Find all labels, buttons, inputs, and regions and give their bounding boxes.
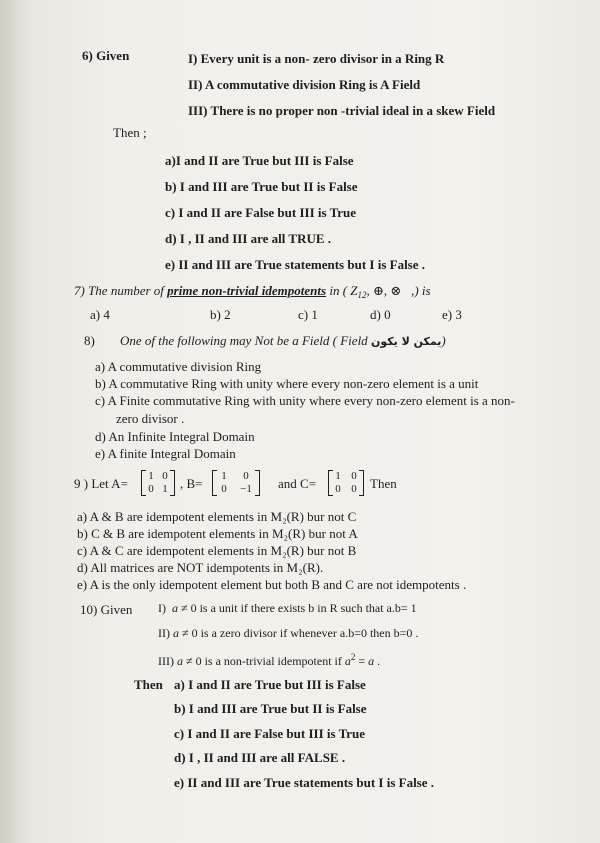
q10-option-b: b) I and III are True but II is False	[174, 701, 367, 716]
q6-label: 6) Given	[82, 48, 130, 63]
q10-then: Then	[134, 677, 163, 692]
q7-mid: in (	[329, 283, 348, 298]
q8-prompt	[120, 333, 446, 349]
matrix-c	[328, 470, 364, 496]
q8-close: )	[441, 333, 446, 348]
q10-s3-exponent: 2	[350, 652, 356, 662]
q7-prefix: 7) The number of	[74, 283, 164, 298]
q10-statement-3	[158, 652, 380, 669]
q8-arabic-note: يمكن لا يكون	[370, 335, 442, 348]
q9-option-a: a) A & B are idempotent elements in M₂(R) bur not C	[77, 509, 357, 524]
q10-option-e: e) II and III are True statements but I is False .	[174, 775, 435, 790]
matrix-b-cell: 0	[243, 470, 249, 482]
matrix-c-cell: 1	[335, 470, 341, 482]
q8-option-e: e) A finite Integral Domain	[95, 446, 236, 461]
q7-ops: , ⊕, ⊗	[366, 283, 402, 298]
q10-option-d: d) I , II and III are all FALSE .	[174, 750, 346, 765]
q10-statement-1	[158, 601, 417, 616]
matrix-b-cell: −1	[240, 483, 252, 495]
q8-option-a: a) A commutative division Ring	[95, 359, 262, 374]
q7-option-c: c) 1	[298, 307, 318, 322]
q10-s2-text: ≠ 0 is a zero divisor if whenever a.b=0 then b=0 .	[179, 626, 419, 640]
matrix-a	[141, 470, 175, 496]
matrix-c-cell: 0	[351, 483, 357, 495]
q8-option-d: d) An Infinite Integral Domain	[95, 429, 255, 444]
q10-s1-text: ≠ 0 is a unit if there exists b in R such that a.b= 1	[178, 601, 417, 615]
q10-s3-var3: a	[368, 654, 375, 668]
q6-statement-1: I) Every unit is a non- zero divisor in a Ring R	[188, 51, 445, 66]
q8-number: 8)	[84, 333, 95, 348]
q10-s2-var: a	[173, 626, 179, 640]
matrix-b-cell: 1	[221, 470, 227, 482]
q7-option-e: e) 3	[442, 307, 462, 322]
matrix-c-cell: 0	[351, 470, 357, 482]
q10-s3-end: .	[374, 654, 381, 668]
q9-b-label: , B=	[180, 476, 203, 491]
q6-option-d: d) I , II and III are all TRUE .	[165, 231, 332, 246]
q8-option-b: b) A commutative Ring with unity where every non-zero element is a unit	[95, 376, 479, 391]
q8-option-c-line1: c) A Finite commutative Ring with unity where every non-zero element is a non-	[95, 393, 515, 408]
q10-s3-var2: a	[344, 654, 351, 668]
q7-underlined-term: prime non-trivial idempotents	[167, 283, 327, 298]
q10-s1-var: a	[172, 601, 178, 615]
q9-c-label: and C=	[278, 476, 317, 491]
q6-then: Then ;	[113, 125, 147, 140]
q8-prompt-text: One of the following may Not be a Field ( Field	[120, 333, 368, 348]
q10-s1-num: I)	[158, 601, 166, 615]
q8-option-c-line2: zero divisor .	[116, 411, 185, 426]
q6-option-b: b) I and III are True but II is False	[165, 179, 358, 194]
q6-statement-2: II) A commutative division Ring is A Field	[188, 77, 421, 92]
q10-s3-num: III)	[158, 654, 174, 668]
matrix-a-cell: 0	[162, 470, 168, 482]
q7-prompt	[74, 283, 431, 300]
matrix-b-cell: 0	[221, 483, 227, 495]
q10-s3-text: ≠ 0 is a non-trivial idempotent if	[182, 654, 345, 668]
q9-option-e: e) A is the only idempotent element but both B and C are not idempotents .	[77, 577, 467, 592]
matrix-a-cell: 1	[148, 470, 154, 482]
q10-option-a: a) I and II are True but III is False	[174, 677, 366, 692]
q7-ring: Z	[350, 283, 358, 298]
q6-option-e: e) II and III are True statements but I is False .	[165, 257, 426, 272]
q7-option-a: a) 4	[90, 307, 110, 322]
q10-label: 10) Given	[80, 602, 133, 617]
q10-s3-eq: =	[355, 654, 369, 668]
q7-option-d: d) 0	[370, 307, 391, 322]
q9-option-b: b) C & B are idempotent elements in M₂(R) bur not A	[77, 526, 358, 541]
q7-suffix: ,) is	[411, 283, 431, 298]
q9-option-d: d) All matrices are NOT idempotents in M₂(R).	[77, 560, 324, 575]
matrix-b	[212, 470, 260, 496]
q10-s2-num: II)	[158, 626, 170, 640]
matrix-a-cell: 0	[148, 483, 154, 495]
q7-option-b: b) 2	[210, 307, 231, 322]
q6-option-c: c) I and II are False but III is True	[165, 205, 357, 220]
q6-statement-3: III) There is no proper non -trivial ideal in a skew Field	[188, 103, 496, 118]
q7-ring-subscript: 12	[357, 290, 367, 300]
q9-then: Then	[370, 476, 397, 491]
matrix-a-cell: 1	[162, 483, 168, 495]
q10-statement-2	[158, 626, 418, 641]
matrix-c-cell: 0	[335, 483, 341, 495]
q10-s3-var: a	[176, 654, 183, 668]
q6-option-a: a)I and II are True but III is False	[165, 153, 354, 168]
q9-option-c: c) A & C are idempotent elements in M₂(R) bur not B	[77, 543, 357, 558]
q10-option-c: c) I and II are False but III is True	[174, 726, 366, 741]
q9-prefix: 9 ) Let A=	[74, 476, 128, 491]
